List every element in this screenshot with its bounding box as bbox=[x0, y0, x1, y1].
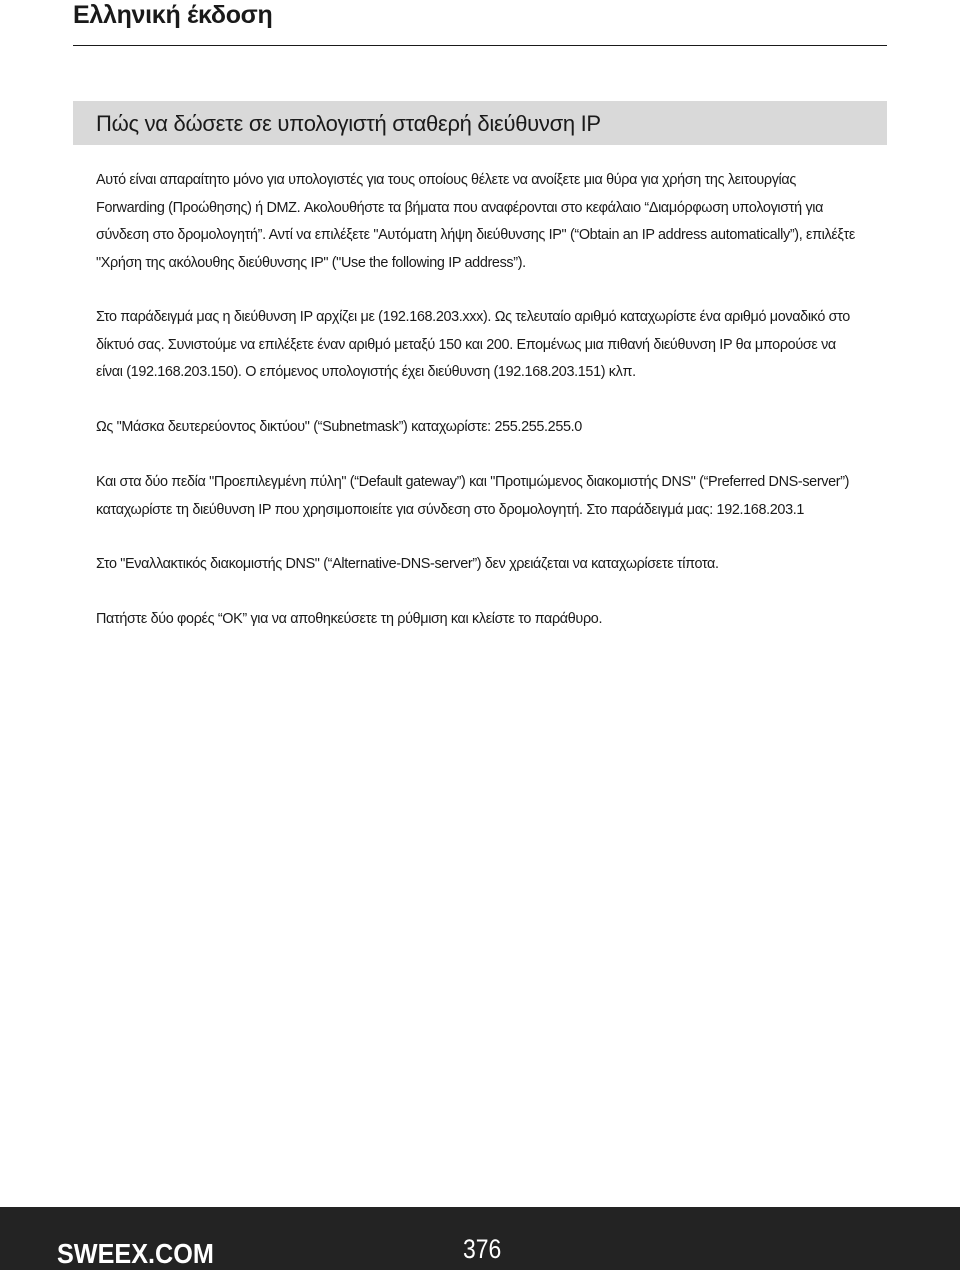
page-header-title: Ελληνική έκδοση bbox=[73, 1, 273, 29]
paragraph-line: σύνδεση στο δρομολογητή”. Αντί να επιλέξετε "Αυτόματη λήψη διεύθυνσης IP" (“Obtain an IP address automatically”), επιλέξτε bbox=[96, 227, 855, 243]
paragraph-intro bbox=[96, 167, 888, 277]
paragraph-line: καταχωρίστε τη διεύθυνση IP που χρησιμοποιείτε για σύνδεση στο δρομολογητή. Στο παράδειγμά μας: 192.168.203.1 bbox=[96, 501, 805, 518]
brand-logo: SWEEX.COM bbox=[57, 1238, 214, 1269]
header-divider bbox=[73, 45, 887, 46]
paragraph-line: Στο παράδειγμά μας η διεύθυνση IP αρχίζει με (192.168.203.xxx). Ως τελευταίο αριθμό καταχωρίστε ένα αριθμό μοναδικό στο bbox=[96, 309, 850, 325]
section-title: Πώς να δώσετε σε υπολογιστή σταθερή διεύθυνση IP bbox=[96, 111, 601, 136]
section-heading-bar bbox=[73, 101, 887, 145]
page-footer bbox=[0, 1207, 960, 1270]
paragraph-line: Πατήστε δύο φορές “OK” για να αποθηκεύσετε τη ρύθμιση και κλείστε το παράθυρο. bbox=[96, 611, 603, 627]
paragraph-save-instruction bbox=[96, 606, 888, 634]
paragraph-subnet-mask bbox=[96, 414, 888, 442]
paragraph-line: είναι (192.168.203.150). Ο επόμενος υπολογιστής έχει διεύθυνση (192.168.203.151) κλπ. bbox=[96, 364, 636, 380]
paragraph-line: Στο "Εναλλακτικός διακομιστής DNS" (“Alternative-DNS-server”) δεν χρειάζεται να καταχωρίσετε τίποτα. bbox=[96, 556, 719, 572]
paragraph-alternate-dns bbox=[96, 551, 888, 579]
paragraph-line: Ως "Μάσκα δευτερεύοντος δικτύου" (“Subnetmask”) καταχωρίστε: 255.255.255.0 bbox=[96, 419, 582, 435]
paragraph-line: "Χρήση της ακόλουθης διεύθυνσης IP" ("Use the following IP address”). bbox=[96, 254, 526, 271]
paragraph-line: Και στα δύο πεδία "Προεπιλεγμένη πύλη" (“Default gateway”) και "Προτιμώμενος διακομιστής DNS" (“Preferred DNS-server”) bbox=[96, 474, 850, 490]
paragraph-gateway-dns bbox=[96, 469, 888, 524]
page-number: 376 bbox=[463, 1234, 502, 1264]
paragraph-ip-example bbox=[96, 304, 888, 387]
paragraph-line: Αυτό είναι απαραίτητο μόνο για υπολογιστές για τους οποίους θέλετε να ανοίξετε μια θύρα για χρήση της λειτουργίας bbox=[96, 172, 796, 188]
paragraph-line: Forwarding (Προώθησης) ή DMZ. Ακολουθήστε τα βήματα που αναφέρονται στο κεφάλαιο “Διαμόρφωση υπολογιστή για bbox=[96, 199, 824, 216]
paragraph-line: δίκτυό σας. Συνιστούμε να επιλέξετε έναν αριθμό μεταξύ 150 και 200. Επομένως μια πιθανή διεύθυνση IP θα μπορούσε να bbox=[96, 336, 836, 353]
